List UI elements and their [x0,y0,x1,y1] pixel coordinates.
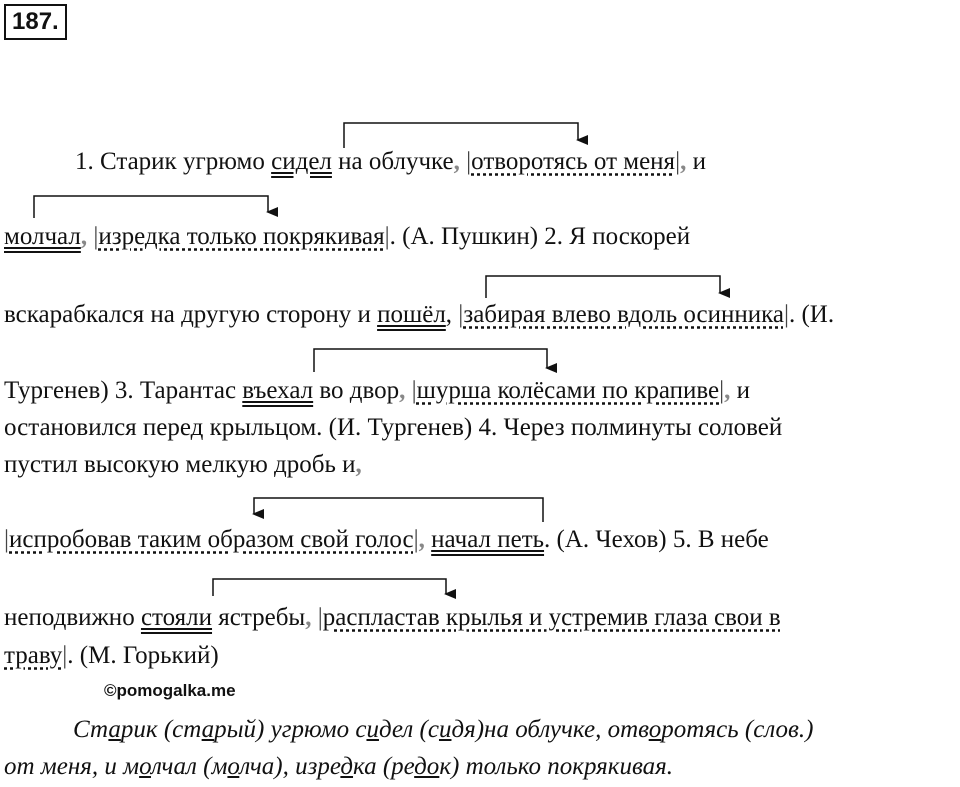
vowel: о [139,753,151,780]
bracket: | [62,642,68,669]
comma: , [80,223,88,250]
bracket: | [4,526,10,553]
text: и [686,148,706,175]
arrow-2 [34,196,268,218]
exercise-number: 187. [4,4,67,40]
bracket: | [675,148,681,175]
text: рик (ст [120,716,202,743]
comma: , [305,604,312,631]
text: ка (ре [353,753,415,780]
text: . (А. Чехов) 5. В небе [544,526,769,553]
consonant: д [340,753,354,780]
analysis-line-2 [4,753,673,781]
arrow-3 [486,276,720,298]
text: . (М. Горький) [67,642,219,669]
text: неподвижно [4,604,141,631]
bracket: | [411,377,417,404]
adverbial-phrase-end: траву [4,642,63,669]
text: и [730,377,751,404]
comma: , [453,148,460,175]
text-line-1 [75,147,706,177]
adverbial-phrase: распластав крылья и устремив глаза свои в [322,604,781,631]
bracket: | [719,377,725,404]
predicate: сидел [271,148,332,175]
text: на облучке [331,148,454,175]
analysis-line-1 [73,716,813,744]
text: остановился перед крыльцом. (И. Тургенев) 4. Через полминуты соловей [4,414,783,441]
text: . (А. Пушкин) 2. Я поскорей [389,223,691,250]
comma: , [724,377,731,404]
bracket: | [458,301,464,328]
text: . (И. [788,301,835,328]
comma: , [680,148,687,175]
arrow-5 [254,498,543,522]
adverbial-phrase: забирая влево вдоль осинника [463,301,784,328]
text: лчал (м [150,753,228,780]
text: рый) угрюмо с [214,716,367,743]
predicate: въехал [242,377,314,404]
arrow-1 [344,123,578,148]
comma: , [399,377,406,404]
adverbial-phrase: испробовав таким образом свой голос [9,526,414,553]
text: вскарабкался на другую сторону и [4,301,378,328]
text: Ст [73,716,109,743]
text: от меня, и м [4,753,140,780]
text-line-3 [4,300,834,330]
comma: , [418,526,425,553]
text-line-4 [4,376,750,406]
watermark: ©pomogalka.me [104,681,236,700]
text-line-9 [4,641,219,671]
adverbial-phrase: изредка только покрякивая [98,223,385,250]
predicate: пошёл [377,301,446,328]
text: ястребы [212,604,306,631]
bracket: | [384,223,390,250]
text: ротясь (слов.) [661,716,814,743]
text: дя)на облучке, отв [451,716,649,743]
text-line-8 [4,603,781,633]
bracket: | [783,301,789,328]
predicate: начал петь [431,526,545,553]
text: дел (с [378,716,439,743]
text: к) только покрякивая. [439,753,674,780]
vowel: а [201,716,215,743]
bracket: | [93,223,99,250]
vowel: о [227,753,240,780]
predicate: молчал [4,223,81,250]
arrow-6 [213,579,446,596]
vowel: а [108,716,121,743]
text: лча), изре [239,753,341,780]
comma: , [355,451,362,478]
syllable: до [414,753,440,780]
text: во двор [313,377,400,404]
text-line-2 [4,222,690,252]
bracket: | [466,148,472,175]
text-line-6 [4,450,362,480]
arrow-4 [314,349,547,372]
text: Тургенев) 3. Тарантас [4,377,243,404]
vowel: и [438,716,452,743]
text-line-5 [4,413,782,443]
comma: , [445,301,453,328]
adverbial-phrase: отворотясь от меня [471,148,676,175]
bracket: | [317,604,323,631]
predicate: стояли [140,604,213,631]
text: пустил высокую мелкую дробь и [4,451,356,478]
text-line-7 [4,525,769,555]
vowel: и [366,716,379,743]
vowel: о [648,716,662,743]
adverbial-phrase: шурша колёсами по крапиве [416,377,720,404]
text: 1. Старик угрюмо [75,148,272,175]
bracket: | [413,526,419,553]
